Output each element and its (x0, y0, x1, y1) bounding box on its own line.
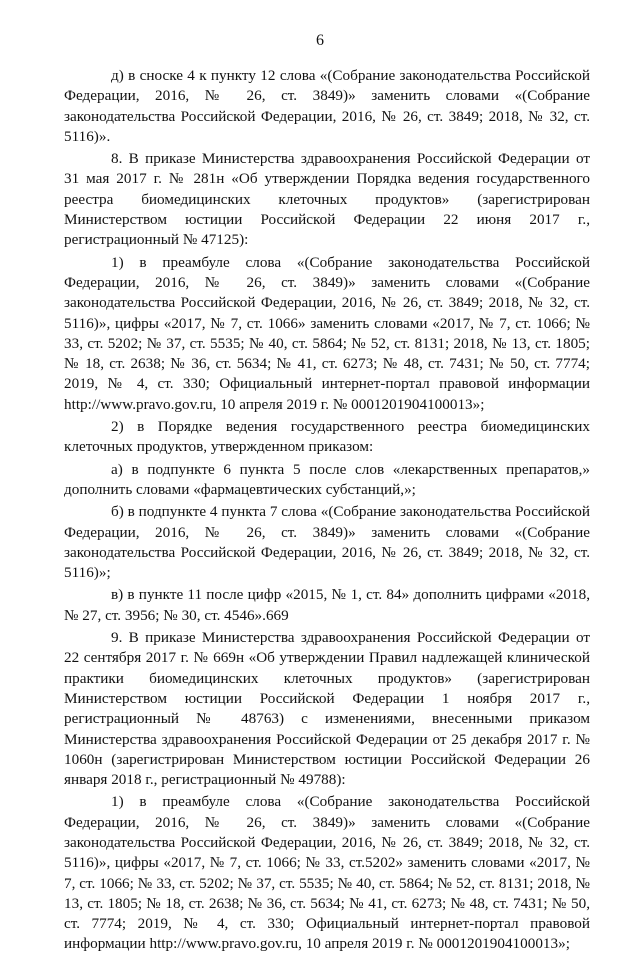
paragraph-9-1-preamble: 1) в преамбуле слова «(Собрание законодательства Российской Федерации, 2016, № 26, ст. 3849)» заменить словами «(Собрание законодательства Российской Федерации, 2016, № 26, ст. 3849; 2018, № 32, ст. 5116)», цифры «2017, № 7, ст. 1066; № 33, ст.5202» заменить словами «2017, № 7, ст. 1066; № 33, ст. 5202; № 37, ст. 5535; № 40, ст. 5864; № 52, ст. 8131; 2018, № 13, ст. 1805; № 18, ст. 2638; № 36, ст. 5634; № 41, ст. 6273; № 48, ст. 7431; № 50, ст. 7774; 2019, № 4, ст. 330; Официальный интернет-портал правовой информации http://www.pravo.gov.ru, 10 апреля 2019 г. № 0001201904100013»; (64, 793, 590, 953)
paragraph-8-1-preamble: 1) в преамбуле слова «(Собрание законодательства Российской Федерации, 2016, № 26, ст. 3849)» заменить словами «(Собрание законодательства Российской Федерации, 2016, № 26, ст. 3849; 2018, № 32, ст. 5116)», цифры «2017, № 7, ст. 1066» заменить словами «2017, № 7, ст. 1066; № 33, ст. 5202; № 37, ст. 5535; № 40, ст. 5864; № 52, ст. 8131; 2018, № 13, ст. 1805; № 18, ст. 2638; № 36, ст. 5634; № 41, ст. 6273; № 48, ст. 7431; № 50, ст. 7774; 2019, № 4, ст. 330; Официальный интернет-портал правовой информации http://www.pravo.gov.ru, 10 апреля 2019 г. № 0001201904100013»; (64, 253, 590, 413)
paragraph-8-2-procedure: 2) в Порядке ведения государственного реестра биомедицинских клеточных продуктов, утвержденном приказом: (64, 418, 590, 456)
paragraph-8-2-b: б) в подпункте 4 пункта 7 слова «(Собрание законодательства Российской Федерации, 2016, № 26, ст. 3849)» заменить словами «(Собрание законодательства Российской Федерации, 2016, № 26, ст. 3849; 2018, № 32, ст. 5116)»; (64, 503, 590, 582)
paragraph-9-order-669n: 9. В приказе Министерства здравоохранения Российской Федерации от 22 сентября 2017 г. № 669н «Об утверждении Правил надлежащей клинической практики биомедицинских клеточных продуктов» (зарегистрирован Министерством юстиции Российской Федерации 1 ноября 2017 г., регистрационный № 48763) с изменениями, внесенными приказом Министерства здравоохранения Российской Федерации от 25 декабря 2017 г. № 1060н (зарегистрирован Министерством юстиции Российской Федерации 26 января 2018 г., регистрационный № 49788): (64, 629, 590, 789)
paragraph-8-order-281n: 8. В приказе Министерства здравоохранения Российской Федерации от 31 мая 2017 г. № 281н «Об утверждении Порядка ведения государственного реестра биомедицинских клеточных продуктов» (зарегистрирован Министерством юстиции Российской Федерации 22 июня 2017 г., регистрационный № 47125): (64, 150, 590, 249)
document-body (64, 66, 590, 955)
page-number: 6 (316, 32, 324, 49)
paragraph-d-footnote-4: д) в сноске 4 к пункту 12 слова «(Собрание законодательства Российской Федерации, 2016, № 26, ст. 3849)» заменить словами «(Собрание законодательства Российской Федерации, 2016, № 26, ст. 3849; 2018, № 32, ст. 5116)». (64, 67, 590, 145)
paragraph-8-2-v: в) в пункте 11 после цифр «2015, № 1, ст. 84» дополнить цифрами «2018, № 27, ст. 3956; № 30, ст. 4546».669 (64, 586, 590, 624)
paragraph-8-2-a: а) в подпункте 6 пункта 5 после слов «лекарственных препаратов,» дополнить словами «фармацевтических субстанций,»; (64, 460, 590, 498)
